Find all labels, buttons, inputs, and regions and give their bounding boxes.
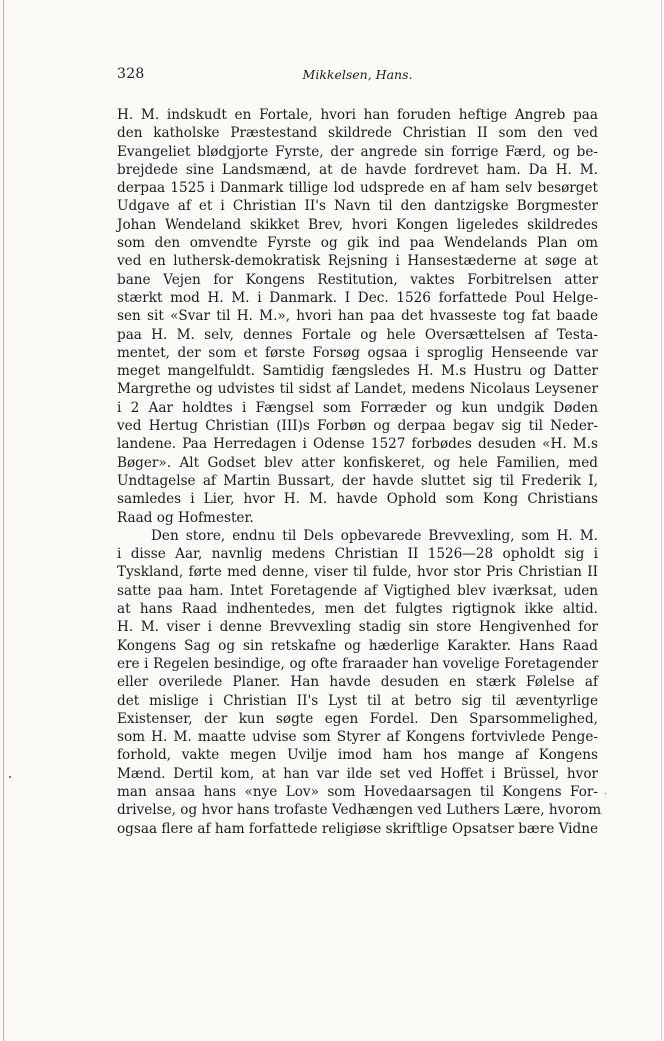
text-line: ved en luthersk-demokratisk Rejsning i Hansestæderne at søge at bbox=[117, 253, 598, 270]
text-line: derpaa 1525 i Danmark tillige lod udsprede en af ham selv besørget bbox=[117, 180, 598, 197]
text-line: Mænd. Dertil kom, at han var ilde set ved Hoffet i Brüssel, hvor bbox=[117, 765, 598, 782]
text-line: H. M. indskudt en Fortale, hvori han foruden heftige Angreb paa bbox=[117, 107, 598, 123]
text-line: samledes i Lier, hvor H. M. havde Ophold som Kong Christians bbox=[117, 491, 598, 508]
text-line: Evangeliet blødgjorte Fyrste, der angrede sin forrige Færd, og be- bbox=[117, 143, 598, 160]
text-line: bane Vejen for Kongens Restitution, vaktes Forbitrelsen atter bbox=[117, 271, 598, 288]
text-line: eller overilede Planer. Han havde desuden en stærk Følelse af bbox=[117, 674, 598, 691]
text-line: H. M. viser i denne Brevvexling stadig sin store Hengivenhed for bbox=[117, 619, 598, 636]
text-line: sen sit «Svar til H. M.», hvori han paa det hvasseste tog fat baade bbox=[117, 308, 598, 325]
running-head: Mikkelsen, Hans. bbox=[302, 67, 413, 82]
text-line: som H. M. maatte udvise som Styrer af Kongens fortvivlede Penge- bbox=[117, 729, 598, 746]
text-line: Existenser, der kun søgte egen Fordel. Den Sparsommelighed, bbox=[117, 710, 598, 727]
text-line: den katholske Præstestand skildrede Christian II som den ved bbox=[117, 125, 598, 142]
text-line: stærkt mod H. M. i Danmark. I Dec. 1526 forfattede Poul Helge- bbox=[117, 289, 598, 306]
text-line: Tyskland, førte med denne, viser til fulde, hvor stor Pris Christian II bbox=[117, 564, 598, 581]
text-line: drivelse, og hvor hans trofaste Vedhængen ved Luthers Lære, hvorom bbox=[117, 802, 602, 819]
page-number: 328 bbox=[117, 66, 145, 82]
text-line: Margrethe og udvistes til sidst af Landet, medens Nicolaus Leysener bbox=[117, 381, 598, 398]
text-line: brejdede sine Landsmænd, at de havde fordrevet ham. Da H. M. bbox=[117, 161, 598, 178]
text-line: ved Hertug Christian (III)s Forbøn og derpaa begav sig til Neder- bbox=[117, 418, 598, 435]
text-line: Raad og Hofmester. bbox=[117, 509, 254, 526]
text-line: Undtagelse af Martin Bussart, der havde sluttet sig til Frederik I, bbox=[117, 472, 598, 489]
text-line: landene. Paa Herredagen i Odense 1527 forbødes desuden «H. M.s bbox=[117, 436, 598, 453]
text-line: Kongens Sag og sin retskafne og hæderlige Karakter. Hans Raad bbox=[117, 637, 598, 654]
text-line: Den store, endnu til Dels opbevarede Brevvexling, som H. M. bbox=[151, 527, 598, 544]
text-line: Bøger». Alt Godset blev atter konfiskeret, og hele Familien, med bbox=[117, 454, 598, 471]
scan-edge-left bbox=[3, 0, 4, 1041]
text-line: i 2 Aar holdtes i Fængsel som Forræder og kun undgik Døden bbox=[117, 399, 598, 416]
text-line: ogsaa flere af ham forfattede religiøse skriftlige Opsatser bære Vidne bbox=[117, 820, 598, 837]
scan-speck bbox=[605, 793, 606, 794]
text-line: mentet, der som et første Forsøg ogsaa i sproglig Henseende var bbox=[117, 344, 598, 361]
text-line: satte paa ham. Intet Foretagende af Vigtighed blev iværksat, uden bbox=[117, 582, 598, 599]
text-line: at hans Raad indhentedes, men det fulgtes rigtignok ikke altid. bbox=[117, 601, 598, 618]
text-line: som den omvendte Fyrste og gik ind paa Wendelands Plan om bbox=[117, 235, 598, 252]
scan-edge-right bbox=[661, 0, 662, 1041]
text-line: i disse Aar, navnlig medens Christian II 1526—28 opholdt sig i bbox=[117, 546, 598, 563]
text-line: det mislige i Christian II's Lyst til at betro sig til æventyrlige bbox=[117, 692, 598, 709]
text-line: ere i Regelen besindige, og ofte fraraader han vovelige Foretagender bbox=[117, 655, 598, 672]
text-line: Udgave af et i Christian II's Navn til den dantzigske Borgmester bbox=[117, 198, 598, 215]
text-line: Johan Wendeland skikket Brev, hvori Kongen ligeledes skildredes bbox=[117, 216, 598, 233]
page-header bbox=[117, 66, 598, 86]
text-line: paa H. M. selv, dennes Fortale og hele Oversættelsen af Testa- bbox=[117, 326, 598, 343]
scan-speck bbox=[9, 776, 11, 778]
text-line: man ansaa hans «nye Lov» som Hovedaarsagen til Kongens For- bbox=[117, 783, 598, 800]
body-text bbox=[117, 106, 602, 838]
text-line: forhold, vakte megen Uvilje imod ham hos mange af Kongens bbox=[117, 747, 598, 764]
text-line: meget mangelfuldt. Samtidig fængsledes H. M.s Hustru og Datter bbox=[117, 363, 598, 380]
